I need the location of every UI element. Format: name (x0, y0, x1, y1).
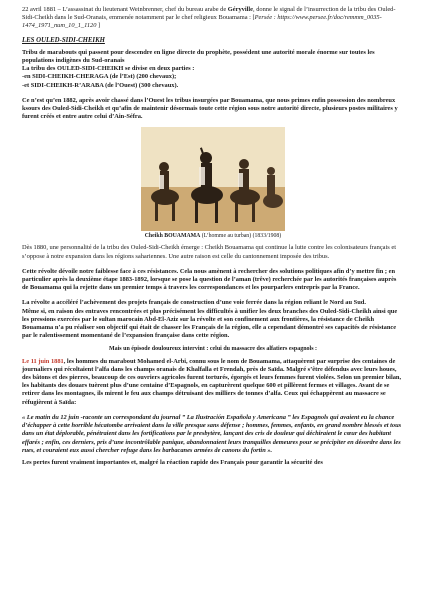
june-text: , les hommes du marabout Mohamed el-Arbi, connu sous le nom de Bouamama, attaquèrent par surprise des centaines de journaliers qui récoltaient l’alfa dans les champs oranais de Khalfalla et Frendah, près de Saïda. Malgré s’être défendus avec leurs houes, des bâtons et des pierres, beaucoup de ces ouvriers agricoles furent torturés, égorgés et leurs femmes furent violées. Selon un premier bilan, les habitants des douars tuèrent plus d’une centaine d’Espagnols, en capturèrent quelque 600 et pillèrent fermes et villages. Avant de se retirer dans les montagnes, ils mirent le feu aux champs détruisant des milliers de tonnes d’alfa. Ceux qui échappèrent au massacre se réfugièrent à Saïda: (22, 357, 402, 406)
paragraph-reveal: Cette révolte dévoile notre faiblesse face à ces résistances. Cela nous amènent à rechercher des solutions politiques afin d’y mettre fin ; en particulier après la deuxième étape 1883-1892, lorsque se pose la question de l’aman (trêve) recherchée par les autorités françaises auprès de Bouamama qui la rejette dans un premier temps à travers les correspondances et les pourparlers entrepris par la France. (22, 267, 397, 292)
tribe-part-east: -en SIDI-CHEIKH-CHERAGA (de l’Est) (200 chevaux); (22, 73, 177, 81)
tribe-parts-intro: La tribu des OULED-SIDI-CHEIKH se divise en deux parties : (22, 65, 195, 73)
figure-caption (145, 233, 282, 240)
paragraph-june (22, 358, 404, 407)
caption-detail: (L’homme au turban) (1833/1908) (200, 233, 282, 240)
paragraph-1880: Dès 1880, une personnalité de la tribu des Ouled-Sidi-Cheikh émerge : Cheikh Bouamama qui continue la lutte contre les colonisateurs français et s’oppose à notre expansion dans les régions sahariennes. Une autre raison est celle du cantonnement imposée des tribus. (22, 244, 396, 260)
caption-name: Cheikh BOUAMAMA (144, 233, 201, 240)
figure (22, 127, 404, 240)
paragraph-railway: La révolte a accéléré l’achèvement des projets français de construction d’une voie ferrée dans la région reliant le Nord au Sud. (22, 299, 366, 307)
intro-text-continued: , donne le signal de l’insurrection de la tribu des Ouled-Sidi-Cheikh dans le Sud-Oranais, emmenée notamment par le chef religieux Bouamama : [ (22, 6, 396, 22)
intro-paragraph (22, 6, 404, 31)
intro-text-end: ] (96, 22, 101, 30)
june-date: Le 11 juin 1881 (22, 357, 64, 365)
section-title: LES OULED-SIDI-CHEIKH (22, 36, 105, 44)
intro-text: 22 avril 1881 – L’assassinat du lieutenant Weinbrenner, chef du bureau arabe de (22, 6, 228, 13)
document-page (22, 6, 404, 467)
tribe-description: Tribu de marabouts qui passent pour descendre en ligne directe du prophète, possédent une autorité morale énorme sur toutes les populations indigènes du Sud-oranais (22, 48, 375, 65)
bouamama-photo (141, 127, 285, 231)
persee-reference-link[interactable]: Persée : https://www.persee.fr/doc/remmm_0035-1474_1971_num_10_1_1120 (22, 14, 382, 30)
geryville-text: Géryville (227, 6, 253, 13)
quote-paragraph: « Le matin du 12 juin -raconte un correspondant du journal ” La Ilustración Española y Americana ” les Espagnols qui avaient eu la chance d’échapper à cette horrible hécatombe arrivaient dans la ville presque sans défense ; hommes, femmes, enfants, en grand nombre blessés et tous dans un état déplorable, pénétraient dans les fortifications par le presbytère, lançant des cris de douleur qui déchiraient le cœur des habitant effarés ; enfin, ces derniers, pris d’une incontrôlable panique, abandonnaient leurs tranquilles demeures pour se précipiter en désordre dans les rues, et couraient eux aussi chercher refuge dans les barbacanes armées de canons du fortin ». (22, 413, 402, 454)
bouamama-photo-illustration (141, 127, 285, 231)
paragraph-despite: Même si, en raison des entraves rencontrées et plus précisément les difficultés à unifier les deux branches des Ouled-Sidi-Cheikh ainsi que les pressions exercées par le sultan marocain Abd-El-Aziz sur la révolte et son confinement aux frontières, la résistance de Cheikh Bouamama n’a pu réaliser son objectif qui était de chasser les Français de la région, elle a cependant démontré ses capacités de résistance par le ralentissement momentané de l’expansion française dans cette région. (22, 307, 398, 340)
sub-heading: Mais un épisode douloureux intervint : celui du massacre des alfatiers espagnols : (108, 346, 318, 353)
last-line: Les pertes furent vraiment importantes et, malgré la réaction rapide des Français pour garantir la sécurité des (22, 458, 323, 466)
tribe-part-west: -et SIDI-CHEIKH-R’ARABA (de l’Ouest) (300 chevaux). (22, 81, 179, 89)
paragraph-1882: Ce n’est qu’en 1882, après avoir chassé dans l’Ouest les tribus insurgées par Bouamama, que nous primes enfin possession des nombreux ksours des Ouled-Sidi-Cheikh et qu’afin de maintenir désormais toute cette région sous notre autorité directe, plusieurs postes militaires y furent créés et entre autre celui d’Ain-Séfra. (22, 96, 398, 121)
